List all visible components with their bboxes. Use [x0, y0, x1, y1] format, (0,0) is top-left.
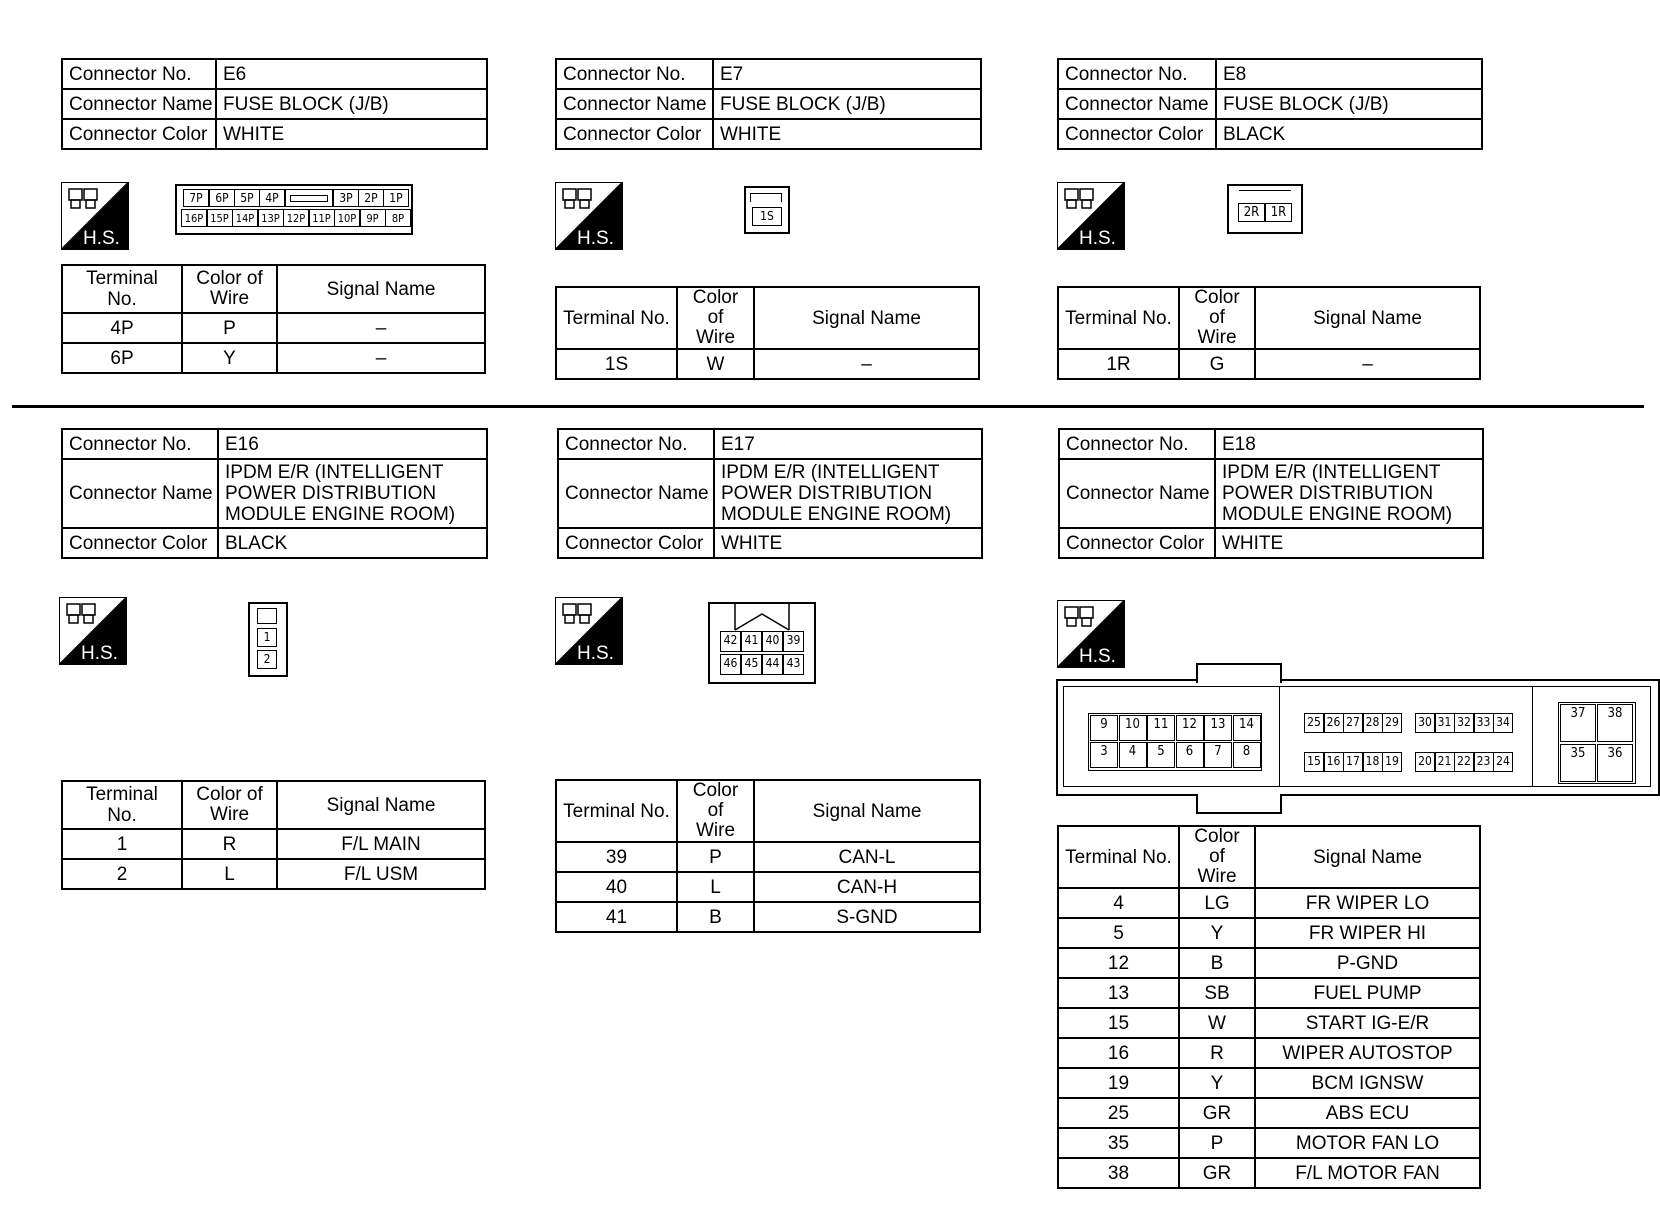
signal-name: ABS ECU [1255, 1098, 1480, 1128]
pin-5: 5 [1147, 742, 1175, 768]
label-connector-name: Connector Name [62, 459, 218, 528]
hs-label: H.S. [1079, 646, 1116, 667]
header-signal-name: Signal Name [1255, 287, 1480, 349]
pin-38: 38 [1597, 704, 1633, 742]
hs-label: H.S. [81, 643, 118, 664]
label-connector-color: Connector Color [556, 119, 713, 149]
connector-name-line: MODULE ENGINE ROOM) [1222, 504, 1453, 525]
pin-45: 45 [741, 654, 762, 675]
header-color-of-wire: Color of Wire [1179, 287, 1255, 349]
terminal-no: 2 [62, 859, 182, 889]
terminal-row [1058, 1038, 1480, 1068]
section-divider [12, 405, 1644, 408]
pin-1s: 1S [752, 207, 782, 226]
hs-label: H.S. [83, 228, 120, 249]
connector-color: WHITE [714, 528, 982, 558]
connector-no: E17 [714, 429, 982, 459]
pin-6p: 6P [209, 189, 235, 207]
pin-2r: 2R [1238, 203, 1265, 222]
signal-name: BCM IGNSW [1255, 1068, 1480, 1098]
header-signal-name: Signal Name [754, 287, 979, 349]
label-connector-no: Connector No. [62, 59, 216, 89]
harness-side-icon [1057, 600, 1125, 668]
header-color-of-wire: Color of Wire [1179, 826, 1255, 888]
pin-16p: 16P [181, 209, 207, 227]
connector-no: E18 [1215, 429, 1483, 459]
label-connector-color: Connector Color [62, 528, 218, 558]
signal-name: CAN-H [754, 872, 980, 902]
header-color-of-wire: Color of Wire [182, 781, 277, 829]
wire-color: B [1179, 948, 1255, 978]
terminal-table-e8 [1057, 286, 1481, 380]
connector-info-e8 [1057, 58, 1483, 150]
pin-12p: 12P [283, 209, 309, 227]
signal-name: – [1255, 349, 1480, 379]
pin-42: 42 [720, 631, 741, 652]
header-color-of-wire: Color of Wire [677, 287, 754, 349]
pin-15p: 15P [207, 209, 233, 227]
terminal-row [62, 313, 485, 343]
terminal-no: 41 [556, 902, 677, 932]
wire-color: R [1179, 1038, 1255, 1068]
connector-color: WHITE [216, 119, 487, 149]
signal-name: – [754, 349, 979, 379]
terminal-row [1058, 1098, 1480, 1128]
hs-label: H.S. [577, 228, 614, 249]
wire-color: P [677, 842, 754, 872]
signal-name: F/L MAIN [277, 829, 485, 859]
header-signal-name: Signal Name [1255, 826, 1480, 888]
pin-6: 6 [1176, 742, 1204, 768]
terminal-row [1058, 918, 1480, 948]
terminal-row [1058, 1008, 1480, 1038]
header-terminal-no: Terminal No. [62, 781, 182, 829]
pin-31: 31 [1435, 713, 1455, 733]
signal-name: S-GND [754, 902, 980, 932]
wire-color: B [677, 902, 754, 932]
label-connector-no: Connector No. [1059, 429, 1215, 459]
connector-info-e6 [61, 58, 488, 150]
terminal-no: 4 [1058, 888, 1179, 918]
connector-info-e7 [555, 58, 982, 150]
connector-name: FUSE BLOCK (J/B) [713, 89, 981, 119]
pin-18: 18 [1363, 752, 1383, 772]
blank-cavity [285, 189, 333, 207]
pin-37: 37 [1560, 704, 1596, 742]
terminal-no: 35 [1058, 1128, 1179, 1158]
signal-name: – [277, 343, 485, 373]
terminal-table-e17 [555, 779, 981, 933]
terminal-no: 1R [1058, 349, 1179, 379]
label-connector-color: Connector Color [1059, 528, 1215, 558]
header-signal-name: Signal Name [277, 265, 485, 313]
pin-10: 10 [1119, 715, 1147, 741]
label-connector-no: Connector No. [556, 59, 713, 89]
label-connector-color: Connector Color [1058, 119, 1216, 149]
wire-color: GR [1179, 1158, 1255, 1188]
pin-44: 44 [762, 654, 783, 675]
pin-2p: 2P [358, 189, 384, 207]
pin-43: 43 [783, 654, 804, 675]
terminal-no: 1 [62, 829, 182, 859]
header-signal-name: Signal Name [754, 780, 980, 842]
terminal-no: 39 [556, 842, 677, 872]
wire-color: P [182, 313, 277, 343]
signal-name: F/L MOTOR FAN [1255, 1158, 1480, 1188]
terminal-table-e18 [1057, 825, 1481, 1189]
label-connector-name: Connector Name [558, 459, 714, 528]
pin-9p: 9P [360, 209, 386, 227]
harness-side-icon [555, 597, 623, 665]
wire-color: Y [1179, 1068, 1255, 1098]
pin-21: 21 [1435, 752, 1455, 772]
label-connector-color: Connector Color [558, 528, 714, 558]
signal-name: MOTOR FAN LO [1255, 1128, 1480, 1158]
wire-color: GR [1179, 1098, 1255, 1128]
terminal-no: 15 [1058, 1008, 1179, 1038]
connector-name-line: MODULE ENGINE ROOM) [721, 504, 952, 525]
connector-color: WHITE [1215, 528, 1483, 558]
pin-3: 3 [1090, 742, 1118, 768]
connector-name: FUSE BLOCK (J/B) [1216, 89, 1482, 119]
pin-22: 22 [1454, 752, 1474, 772]
pin-8: 8 [1233, 742, 1261, 768]
terminal-table-e16 [61, 780, 486, 890]
terminal-no: 13 [1058, 978, 1179, 1008]
wire-color: Y [182, 343, 277, 373]
pin-26: 26 [1324, 713, 1344, 733]
terminal-row [556, 872, 980, 902]
pin-9: 9 [1090, 715, 1118, 741]
pin-11p: 11P [309, 209, 335, 227]
connector-name-line: POWER DISTRIBUTION [721, 483, 933, 504]
wire-color: W [677, 349, 754, 379]
pin-14: 14 [1233, 715, 1261, 741]
hs-label: H.S. [577, 643, 614, 664]
pin-10p: 10P [334, 209, 360, 227]
pin-35: 35 [1560, 744, 1596, 782]
signal-name: WIPER AUTOSTOP [1255, 1038, 1480, 1068]
wire-color: Y [1179, 918, 1255, 948]
signal-name: CAN-L [754, 842, 980, 872]
connector-name [714, 459, 982, 528]
pin-41: 41 [741, 631, 762, 652]
pin-4: 4 [1119, 742, 1147, 768]
pin-1: 1 [257, 628, 277, 647]
connector-face-e6 [175, 184, 413, 235]
connector-face-e16 [248, 602, 288, 677]
pin-29: 29 [1382, 713, 1402, 733]
header-terminal-no: Terminal No. [1058, 826, 1179, 888]
pin-27: 27 [1343, 713, 1363, 733]
hs-label: H.S. [1079, 228, 1116, 249]
pin-19: 19 [1382, 752, 1402, 772]
signal-name: START IG-E/R [1255, 1008, 1480, 1038]
pin-13p: 13P [258, 209, 284, 227]
pin-8p: 8P [385, 209, 411, 227]
terminal-row [556, 842, 980, 872]
connector-info-e18 [1058, 428, 1484, 559]
connector-face-e18 [1056, 679, 1660, 796]
connector-name [1215, 459, 1483, 528]
terminal-no: 4P [62, 313, 182, 343]
signal-name: F/L USM [277, 859, 485, 889]
pin-16: 16 [1324, 752, 1344, 772]
connector-no: E8 [1216, 59, 1482, 89]
label-connector-name: Connector Name [62, 89, 216, 119]
terminal-no: 16 [1058, 1038, 1179, 1068]
pin-4p: 4P [259, 189, 285, 207]
wire-color: P [1179, 1128, 1255, 1158]
terminal-row [556, 349, 979, 379]
label-connector-name: Connector Name [1058, 89, 1216, 119]
terminal-no: 40 [556, 872, 677, 902]
pin-20: 20 [1415, 752, 1435, 772]
wire-color: L [182, 859, 277, 889]
label-connector-no: Connector No. [62, 429, 218, 459]
pin-11: 11 [1147, 715, 1175, 741]
terminal-table-e6 [61, 264, 486, 374]
pin-1r: 1R [1265, 203, 1292, 222]
pin-7: 7 [1204, 742, 1232, 768]
signal-name: FR WIPER HI [1255, 918, 1480, 948]
pin-23: 23 [1474, 752, 1494, 772]
connector-name-line: POWER DISTRIBUTION [225, 483, 437, 504]
pin-28: 28 [1363, 713, 1383, 733]
header-terminal-no: Terminal No. [1058, 287, 1179, 349]
pin-1p: 1P [383, 189, 409, 207]
pin-30: 30 [1415, 713, 1435, 733]
connector-name-line: IPDM E/R (INTELLIGENT [721, 462, 940, 483]
header-terminal-no: Terminal No. [556, 780, 677, 842]
label-connector-no: Connector No. [558, 429, 714, 459]
harness-side-icon [555, 182, 623, 250]
pin-7p: 7P [183, 189, 209, 207]
connector-name [218, 459, 487, 528]
header-color-of-wire: Color of Wire [182, 265, 277, 313]
connector-info-e17 [557, 428, 983, 559]
wire-color: W [1179, 1008, 1255, 1038]
terminal-no: 38 [1058, 1158, 1179, 1188]
terminal-row [556, 902, 980, 932]
label-connector-no: Connector No. [1058, 59, 1216, 89]
wire-color: SB [1179, 978, 1255, 1008]
harness-side-icon [59, 597, 127, 665]
label-connector-name: Connector Name [1059, 459, 1215, 528]
terminal-row [1058, 978, 1480, 1008]
latch-bottom [1196, 794, 1282, 814]
connector-color: BLACK [218, 528, 487, 558]
terminal-row [62, 859, 485, 889]
terminal-row [1058, 1128, 1480, 1158]
pin-13: 13 [1204, 715, 1232, 741]
header-terminal-no: Terminal No. [62, 265, 182, 313]
terminal-no: 19 [1058, 1068, 1179, 1098]
connector-face-e7 [744, 186, 790, 234]
pin-25: 25 [1304, 713, 1324, 733]
connector-no: E16 [218, 429, 487, 459]
pin-3p: 3P [333, 189, 359, 207]
pin-32: 32 [1454, 713, 1474, 733]
pin-40: 40 [762, 631, 783, 652]
header-color-of-wire: Color of Wire [677, 780, 754, 842]
terminal-row [62, 343, 485, 373]
header-signal-name: Signal Name [277, 781, 485, 829]
terminal-no: 6P [62, 343, 182, 373]
connector-color: WHITE [713, 119, 981, 149]
terminal-row [62, 829, 485, 859]
connector-info-e16 [61, 428, 488, 559]
wire-color: L [677, 872, 754, 902]
latch-outline [710, 602, 814, 632]
pin-24: 24 [1493, 752, 1513, 772]
harness-side-icon [1057, 182, 1125, 250]
pin-14p: 14P [232, 209, 258, 227]
terminal-row [1058, 349, 1480, 379]
harness-side-icon [61, 182, 129, 250]
pin-5p: 5P [234, 189, 260, 207]
pin-39: 39 [783, 631, 804, 652]
label-connector-color: Connector Color [62, 119, 216, 149]
connector-color: BLACK [1216, 119, 1482, 149]
terminal-table-e7 [555, 286, 980, 380]
terminal-row [1058, 1158, 1480, 1188]
signal-name: FR WIPER LO [1255, 888, 1480, 918]
connector-name-line: IPDM E/R (INTELLIGENT [225, 462, 444, 483]
connector-name-line: POWER DISTRIBUTION [1222, 483, 1434, 504]
connector-face-e8 [1227, 184, 1303, 234]
signal-name: FUEL PUMP [1255, 978, 1480, 1008]
pin-36: 36 [1597, 744, 1633, 782]
connector-name-line: MODULE ENGINE ROOM) [225, 504, 456, 525]
pin-34: 34 [1493, 713, 1513, 733]
wire-color: LG [1179, 888, 1255, 918]
pin-46: 46 [720, 654, 741, 675]
wire-color: R [182, 829, 277, 859]
terminal-no: 25 [1058, 1098, 1179, 1128]
connector-name: FUSE BLOCK (J/B) [216, 89, 487, 119]
signal-name: – [277, 313, 485, 343]
wire-color: G [1179, 349, 1255, 379]
header-terminal-no: Terminal No. [556, 287, 677, 349]
terminal-no: 1S [556, 349, 677, 379]
label-connector-name: Connector Name [556, 89, 713, 119]
pin-33: 33 [1474, 713, 1494, 733]
terminal-no: 12 [1058, 948, 1179, 978]
pin-12: 12 [1176, 715, 1204, 741]
connector-no: E6 [216, 59, 487, 89]
terminal-row [1058, 1068, 1480, 1098]
signal-name: P-GND [1255, 948, 1480, 978]
pin-15: 15 [1304, 752, 1324, 772]
connector-name-line: IPDM E/R (INTELLIGENT [1222, 462, 1441, 483]
terminal-row [1058, 888, 1480, 918]
terminal-row [1058, 948, 1480, 978]
pin-2: 2 [257, 650, 277, 669]
pin-17: 17 [1343, 752, 1363, 772]
connector-no: E7 [713, 59, 981, 89]
terminal-no: 5 [1058, 918, 1179, 948]
connector-face-e17 [708, 602, 816, 684]
latch-top [1196, 663, 1282, 683]
